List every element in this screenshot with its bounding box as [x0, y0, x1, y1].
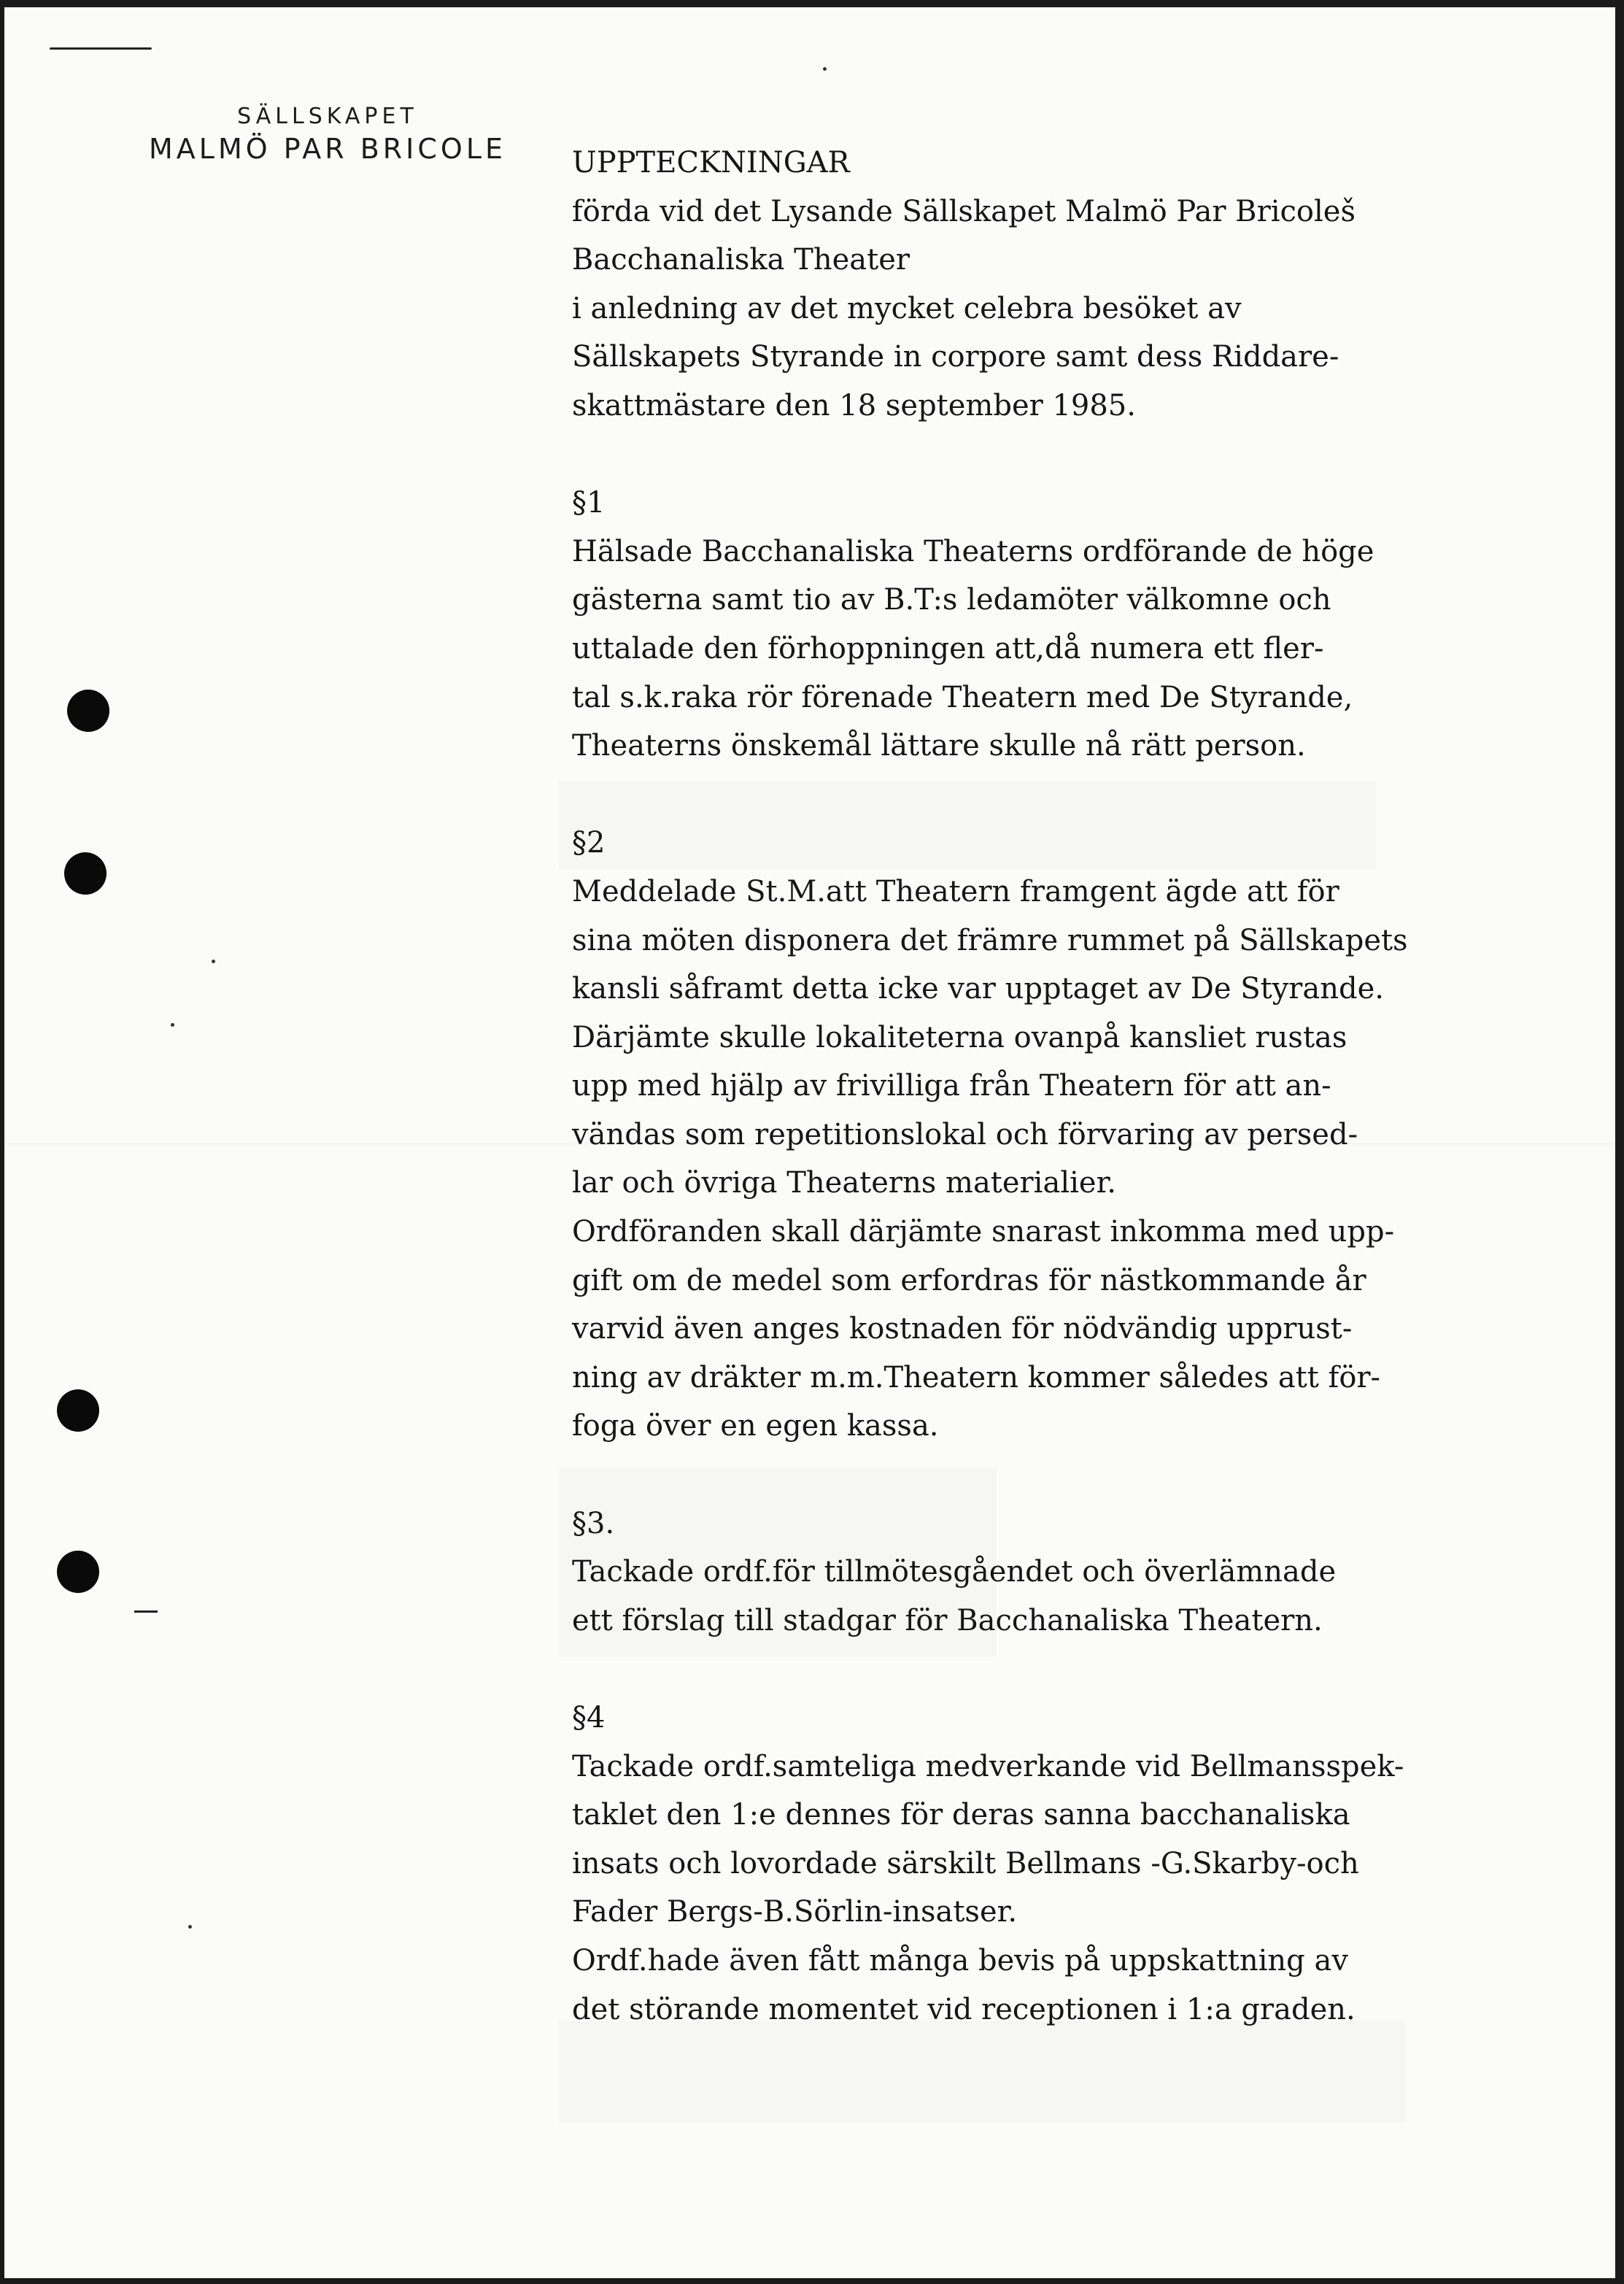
letterhead-line2: MALMÖ PAR BRICOLE — [149, 133, 506, 165]
section-line: lar och övriga Theaterns materialier. — [572, 1166, 1117, 1200]
header-line: i anledning av det mycket celebra besöket av — [572, 291, 1242, 325]
section-line: Ordföranden skall därjämte snarast inkomma med upp- — [572, 1215, 1395, 1249]
section-heading: §4 — [572, 1701, 606, 1735]
section-line: foga över en egen kassa. — [572, 1409, 939, 1443]
header-line: Sällskapets Styrande in corpore samt dess Riddare- — [572, 340, 1339, 374]
section-line: Meddelade St.M.att Theatern framgent ägde att för — [572, 874, 1339, 908]
section-line: ning av dräkter m.m.Theatern kommer således att för- — [572, 1360, 1381, 1394]
section-line: kansli såframt detta icke var upptaget av De Styrande. — [572, 972, 1385, 1006]
document-page — [4, 7, 1615, 2278]
section-line: taklet den 1:e dennes för deras sanna bacchanaliska — [572, 1798, 1350, 1832]
section-line: gästerna samt tio av B.T:s ledamöter välkomne och — [572, 583, 1331, 617]
letterhead — [134, 102, 521, 166]
speck — [823, 67, 827, 71]
section-heading: §3. — [572, 1506, 615, 1540]
section-line: Ordf.hade även fått många bevis på uppskattning av — [572, 1943, 1348, 1978]
speck — [188, 1925, 192, 1929]
section-line: ett förslag till stadgar för Bacchanaliska Theatern. — [572, 1603, 1323, 1637]
section-line: Hälsade Bacchanaliska Theaterns ordförande de höge — [572, 534, 1374, 568]
section-line: gift om de medel som erfordras för nästkommande år — [572, 1263, 1366, 1297]
section-line: varvid även anges kostnaden för nödvändig upprust- — [572, 1312, 1353, 1346]
document-header — [572, 139, 1469, 431]
header-line: Bacchanaliska Theater — [572, 243, 910, 277]
header-line: UPPTECKNINGAR — [572, 146, 850, 180]
section-line: sina möten disponera det främre rummet på Sällskapets — [572, 923, 1408, 957]
section-heading: §2 — [572, 826, 606, 860]
section-line: upp med hjälp av frivilliga från Theatern för att an- — [572, 1069, 1331, 1103]
letterhead-line1: SÄLLSKAPET — [237, 104, 418, 129]
section-line: Tackade ordf.samteliga medverkande vid Bellmansspek- — [572, 1749, 1404, 1783]
section-line: det störande momentet vid receptionen i 1:a graden. — [572, 1992, 1356, 2026]
header-line: skattmästare den 18 september 1985. — [572, 388, 1136, 423]
section-line: Theaterns önskemål lättare skulle nå rätt person. — [572, 729, 1306, 763]
section-4 — [572, 1694, 1469, 2034]
minutes-body — [572, 139, 1469, 2034]
speck — [212, 960, 215, 963]
margin-dash — [134, 1610, 158, 1613]
speck — [171, 1023, 174, 1027]
section-line: Tackade ordf.för tillmötesgåendet och överlämnade — [572, 1555, 1337, 1589]
punch-hole — [64, 852, 107, 895]
punch-hole — [57, 1551, 99, 1593]
section-line: vändas som repetitionslokal och förvaring av persed- — [572, 1117, 1358, 1151]
section-2 — [572, 819, 1469, 1451]
section-3 — [572, 1500, 1469, 1646]
punch-hole — [67, 690, 109, 732]
punch-hole — [57, 1389, 99, 1432]
section-line: insats och lovordade särskilt Bellmans -G.Skarby-och — [572, 1846, 1359, 1880]
section-1 — [572, 479, 1469, 771]
header-line: förda vid det Lysande Sällskapet Malmö Par Bricoleš — [572, 194, 1356, 228]
section-line: Därjämte skulle lokaliteterna ovanpå kansliet rustas — [572, 1020, 1347, 1054]
section-line: uttalade den förhoppningen att,då numera ett fler- — [572, 631, 1324, 665]
section-heading: §1 — [572, 486, 606, 520]
section-line: Fader Bergs-B.Sörlin-insatser. — [572, 1895, 1018, 1929]
section-line: tal s.k.raka rör förenade Theatern med De Styrande, — [572, 680, 1353, 714]
corner-mark — [50, 47, 152, 50]
show-through-shadow — [559, 2021, 1405, 2123]
